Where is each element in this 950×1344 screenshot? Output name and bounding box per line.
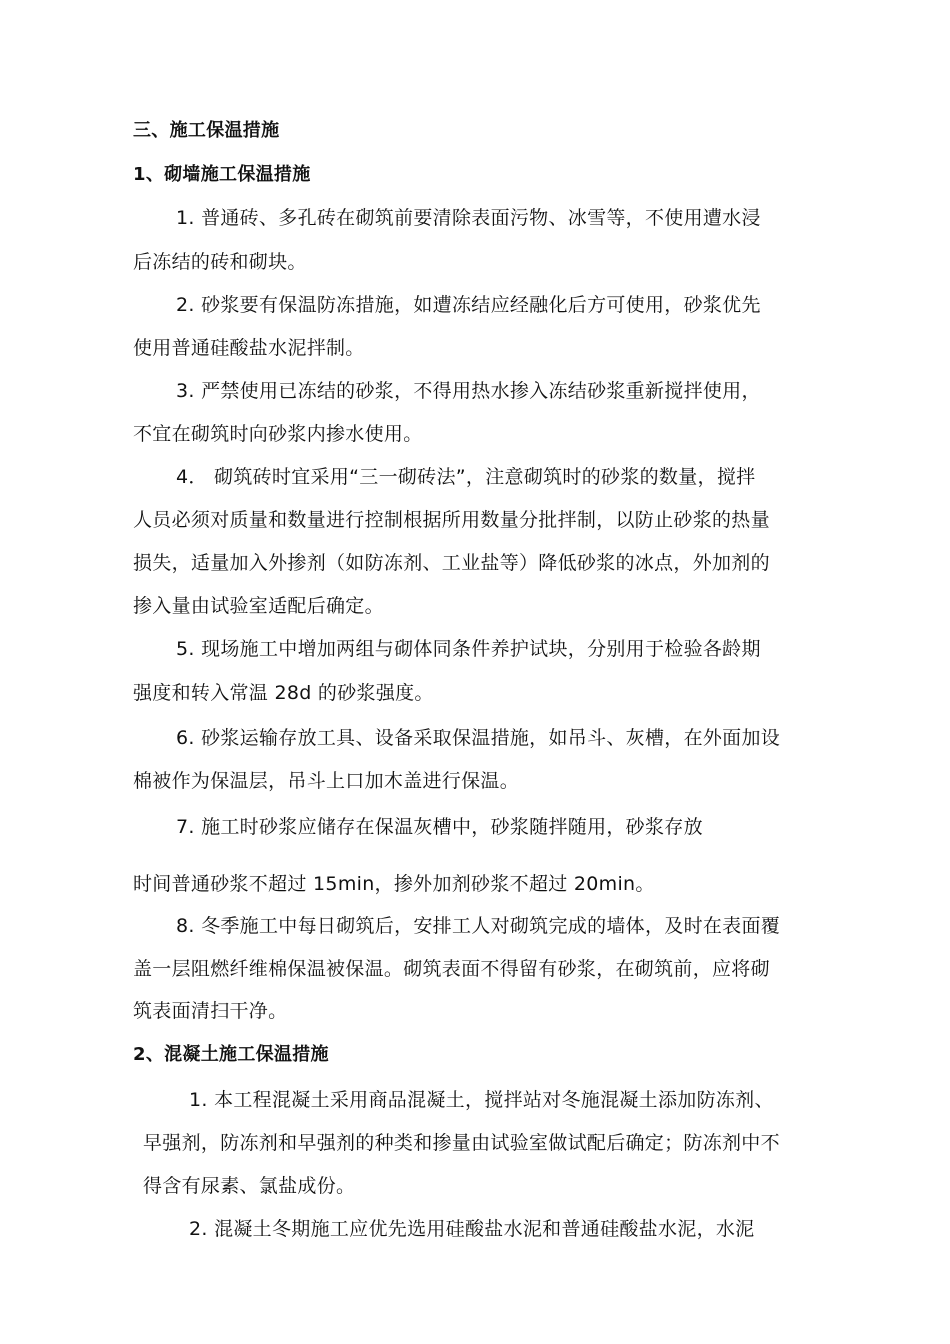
s1-item5-line1: 5. 现场施工中增加两组与砌体同条件养护试块，分别用于检验各龄期 (176, 638, 761, 660)
s1-item7-line2: 时间普通砂浆不超过 15min，掺外加剂砂浆不超过 20min。 (133, 873, 655, 895)
subsection-2-title: 2、混凝土施工保温措施 (133, 1044, 329, 1065)
s1-item3-line1: 3. 严禁使用已冻结的砂浆，不得用热水掺入冻结砂浆重新搅拌使用， (176, 380, 761, 402)
s1-item8-line2: 盖一层阻燃纤维棉保温被保温。砌筑表面不得留有砂浆，在砌筑前，应将砌 (133, 958, 770, 980)
s2-item2-line1: 2. 混凝土冬期施工应优先选用硅酸盐水泥和普通硅酸盐水泥，水泥 (189, 1218, 755, 1240)
s1-item4-line3: 损失，适量加入外掺剂（如防冻剂、工业盐等）降低砂浆的冰点，外加剂的 (133, 552, 770, 574)
s1-item6-line1: 6. 砂浆运输存放工具、设备采取保温措施，如吊斗、灰槽，在外面加设 (176, 727, 781, 749)
s1-item1-line2: 后冻结的砖和砌块。 (133, 251, 307, 273)
s1-item4-line2: 人员必须对质量和数量进行控制根据所用数量分批拌制，以防止砂浆的热量 (133, 509, 770, 531)
s1-item8-line3: 筑表面清扫干净。 (133, 1000, 288, 1022)
s1-item4-line1: 4． 砌筑砖时宜采用“三一砌砖法”，注意砌筑时的砂浆的数量，搅拌 (176, 466, 756, 488)
s1-item2-line2: 使用普通硅酸盐水泥拌制。 (133, 337, 365, 359)
s1-item8-line1: 8. 冬季施工中每日砌筑后，安排工人对砌筑完成的墙体，及时在表面覆 (176, 915, 781, 937)
s2-item1-line3: 得含有尿素、氯盐成份。 (143, 1175, 356, 1197)
s1-item6-line2: 棉被作为保温层，吊斗上口加木盖进行保温。 (133, 770, 520, 792)
s1-item7-line1: 7. 施工时砂浆应储存在保温灰槽中，砂浆随拌随用，砂浆存放 (176, 816, 703, 838)
s2-item1-line1: 1. 本工程混凝土采用商品混凝土，搅拌站对冬施混凝土添加防冻剂、 (189, 1089, 774, 1111)
s1-item3-line2: 不宜在砌筑时向砂浆内掺水使用。 (133, 423, 423, 445)
s1-item5-line2: 强度和转入常温 28d 的砂浆强度。 (133, 682, 434, 704)
s1-item2-line1: 2. 砂浆要有保温防冻措施，如遭冻结应经融化后方可使用，砂浆优先 (176, 294, 761, 316)
s1-item4-line4: 掺入量由试验室适配后确定。 (133, 595, 384, 617)
s1-item1-line1: 1. 普通砖、多孔砖在砌筑前要清除表面污物、冰雪等，不使用遭水浸 (176, 207, 761, 229)
s2-item1-line2: 早强剂，防冻剂和早强剂的种类和掺量由试验室做试配后确定；防冻剂中不 (143, 1132, 780, 1154)
section-title: 三、施工保温措施 (133, 120, 280, 141)
subsection-1-title: 1、砌墙施工保温措施 (133, 164, 311, 185)
